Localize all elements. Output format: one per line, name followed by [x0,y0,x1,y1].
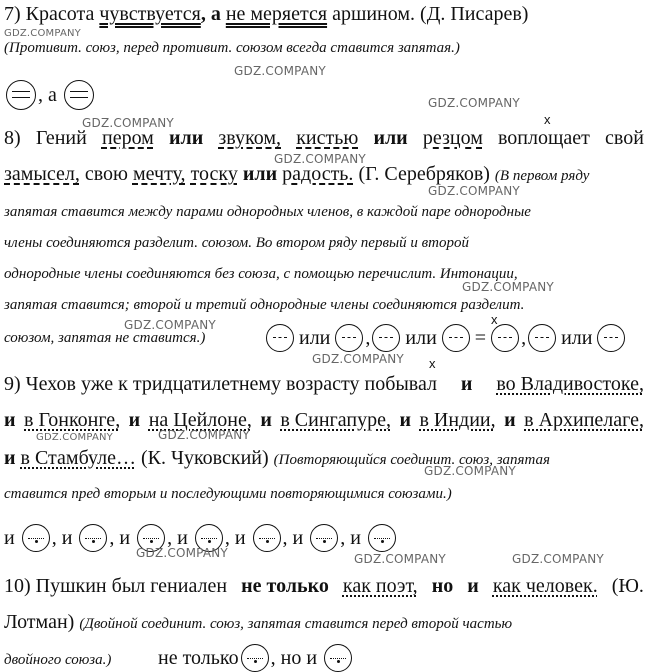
x-mark: x [429,356,436,371]
member-circle [442,324,470,352]
sentence-9-note: ставится пред вторым и последующими повторяющимися союзами.) [4,486,452,502]
sentence-7-note: (Противит. союз, перед противит. союзом всегда ставится запятая.) [4,40,460,56]
watermark: GDZ.COMPANY [234,64,326,78]
member-circle [368,524,396,552]
member-circle [310,524,338,552]
watermark: GDZ.COMPANY [462,280,554,294]
sentence-8-note-5: союзом, запятая не ставится.) [4,330,206,346]
watermark: GDZ.COMPANY [312,352,404,366]
sentence-9-line-3: и в Стамбуле… (К. Чуковский) (Повторяющийся соединит. союз, запятая [4,447,551,469]
watermark: GDZ.COMPANY [428,96,520,110]
member-circle [597,324,625,352]
sentence-8-note-4: запятая ставится; второй и третий однородные члены соединяются разделит. [4,297,525,313]
member-circle [324,644,352,672]
watermark: GDZ.COMPANY [424,464,516,478]
sentence-7-scheme: , а [4,80,96,110]
watermark: GDZ.COMPANY [136,546,228,560]
watermark: GDZ.COMPANY [354,552,446,566]
watermark: GDZ.COMPANY [4,28,81,39]
predicate-1: чувствуется [99,3,201,25]
watermark: GDZ.COMPANY [124,318,216,332]
member-circle [372,324,400,352]
predicate-circle [6,80,36,110]
sentence-8-note-1: запятая ставится между парами однородных членов, в каждой паре однородные [4,204,531,220]
member-circle [491,324,519,352]
watermark: GDZ.COMPANY [82,116,174,130]
member-circle [335,324,363,352]
sentence-9-scheme: и , и , и , и , и , и , и [4,524,398,552]
sentence-10-scheme: не только , но и [158,644,354,672]
sentence-9-line-2: и в Гонконге, и на Цейлоне, и в Сингапуре, и в Индии, и в Архипелаге, [4,409,644,431]
sentence-8-note-2: члены соединяются разделит. союзом. Во втором ряду первый и второй [4,235,469,251]
watermark: GDZ.COMPANY [36,432,113,443]
member-circle [253,524,281,552]
x-mark: x [544,112,551,127]
watermark: GDZ.COMPANY [274,152,366,166]
watermark: GDZ.COMPANY [428,184,520,198]
member-circle [266,324,294,352]
watermark: GDZ.COMPANY [158,428,250,442]
sentence-9-line-1: 9) Чехов уже к тридцатилетнему возрасту побывал и во Владивостоке, [4,373,644,395]
sentence-8-scheme: или , или = , или [264,324,627,352]
predicate-circle [64,80,94,110]
sentence-8-note-3: однородные члены соединяются без союза, с помощью перечислит. Интонации, [4,266,518,282]
sentence-8-line-1: 8) Гений пером или звуком, кистью или резцом воплощает свой [4,127,644,149]
member-circle [528,324,556,352]
watermark: GDZ.COMPANY [512,552,604,566]
sentence-10-line-1: 10) Пушкин был гениален не только как поэт, но и как человек. (Ю. [4,575,644,597]
sentence-7-line-1: 7) Красота чувствуется, а не меряется аршином. (Д. Писарев) [4,3,529,25]
sentence-10-line-2: Лотман) (Двойной соединит. союз, запятая ставится перед второй частью [4,611,513,633]
sentence-10-note-2: двойного союза.) [4,652,112,668]
member-circle [79,524,107,552]
member-circle [241,644,269,672]
x-mark: x [491,312,498,327]
predicate-2: не меряется [225,3,328,25]
member-circle [22,524,50,552]
sentence-8-line-2: замысел, свою мечту, тоску или радость. (Г. Серебряков) (В первом ряду [4,163,590,185]
